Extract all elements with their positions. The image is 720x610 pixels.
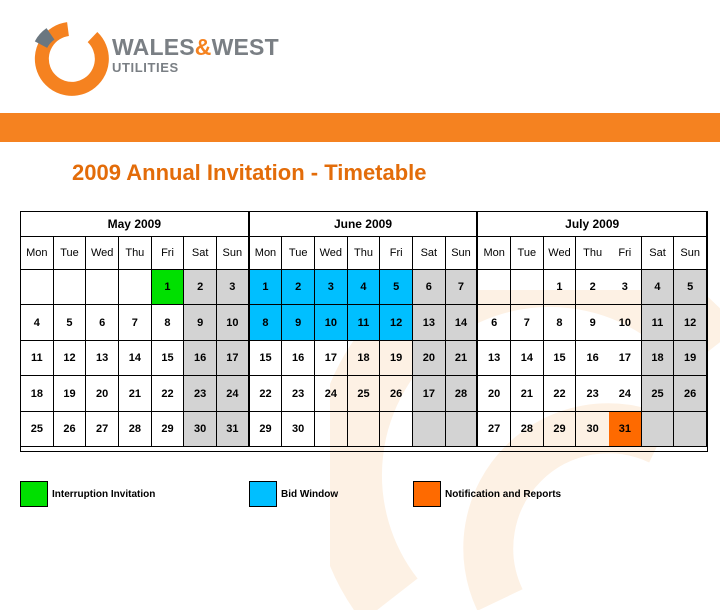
logo-icon xyxy=(30,16,110,96)
day-cell: 25 xyxy=(642,376,675,412)
day-cell: 17 xyxy=(315,341,348,376)
day-cell: 8 xyxy=(250,305,283,341)
day-name-header: Sat xyxy=(413,237,446,270)
day-cell: 26 xyxy=(380,376,413,412)
day-cell: 28 xyxy=(119,412,152,447)
day-cell xyxy=(478,270,511,305)
legend-item-notification xyxy=(413,480,561,508)
day-cell: 6 xyxy=(413,270,446,305)
month-header: July 2009 xyxy=(478,212,707,237)
day-cell: 14 xyxy=(119,341,152,376)
page-title: 2009 Annual Invitation - Timetable xyxy=(72,160,427,185)
legend-item-interruption xyxy=(20,480,155,508)
day-cell: 3 xyxy=(609,270,642,305)
day-cell: 10 xyxy=(315,305,348,341)
day-name-header: Thu xyxy=(119,237,152,270)
day-cell xyxy=(315,412,348,447)
day-cell: 29 xyxy=(544,412,577,447)
day-name-header: Mon xyxy=(478,237,511,270)
legend-swatch-green xyxy=(20,481,48,507)
day-cell: 1 xyxy=(544,270,577,305)
day-cell xyxy=(21,270,54,305)
day-name-header: Wed xyxy=(315,237,348,270)
day-cell: 23 xyxy=(282,376,315,412)
day-cell: 15 xyxy=(152,341,185,376)
day-name-header: Sat xyxy=(184,237,217,270)
day-cell: 30 xyxy=(282,412,315,447)
day-cell xyxy=(348,412,381,447)
day-cell: 20 xyxy=(478,376,511,412)
day-name-header: Sun xyxy=(446,237,479,270)
day-name-header: Tue xyxy=(282,237,315,270)
day-cell: 3 xyxy=(217,270,250,305)
day-cell: 21 xyxy=(511,376,544,412)
day-cell: 18 xyxy=(21,376,54,412)
day-cell: 8 xyxy=(544,305,577,341)
day-cell: 16 xyxy=(184,341,217,376)
day-name-header: Tue xyxy=(511,237,544,270)
day-cell: 24 xyxy=(217,376,250,412)
day-cell: 2 xyxy=(576,270,609,305)
legend-swatch-orange xyxy=(413,481,441,507)
day-cell xyxy=(86,270,119,305)
day-cell: 31 xyxy=(217,412,250,447)
day-cell: 26 xyxy=(674,376,707,412)
day-cell xyxy=(119,270,152,305)
day-cell: 1 xyxy=(152,270,185,305)
brand-name-part2: WEST xyxy=(211,34,279,60)
day-name-header: Mon xyxy=(21,237,54,270)
day-name-header: Fri xyxy=(152,237,185,270)
day-cell: 13 xyxy=(478,341,511,376)
day-cell: 16 xyxy=(282,341,315,376)
day-cell: 23 xyxy=(184,376,217,412)
day-cell: 7 xyxy=(511,305,544,341)
day-cell: 6 xyxy=(86,305,119,341)
day-cell: 13 xyxy=(86,341,119,376)
day-cell: 25 xyxy=(21,412,54,447)
day-cell: 2 xyxy=(282,270,315,305)
day-cell: 19 xyxy=(380,341,413,376)
day-cell: 7 xyxy=(119,305,152,341)
day-cell xyxy=(380,412,413,447)
day-cell: 24 xyxy=(609,376,642,412)
day-cell: 20 xyxy=(413,341,446,376)
day-name-header: Fri xyxy=(609,237,642,270)
day-cell: 7 xyxy=(446,270,479,305)
day-name-header: Wed xyxy=(86,237,119,270)
day-cell: 14 xyxy=(511,341,544,376)
day-cell: 11 xyxy=(642,305,675,341)
legend-swatch-blue xyxy=(249,481,277,507)
day-name-header: Sun xyxy=(674,237,707,270)
day-cell: 19 xyxy=(54,376,87,412)
day-cell: 5 xyxy=(54,305,87,341)
day-cell xyxy=(446,412,479,447)
day-name-header: Mon xyxy=(250,237,283,270)
day-cell: 31 xyxy=(609,412,642,447)
day-name-header: Thu xyxy=(348,237,381,270)
day-cell xyxy=(511,270,544,305)
day-cell: 28 xyxy=(446,376,479,412)
day-cell: 21 xyxy=(119,376,152,412)
day-cell: 27 xyxy=(86,412,119,447)
day-name-header: Fri xyxy=(380,237,413,270)
day-cell: 8 xyxy=(152,305,185,341)
timetable-calendar xyxy=(20,211,708,452)
day-cell: 4 xyxy=(642,270,675,305)
day-cell: 23 xyxy=(576,376,609,412)
legend-label: Notification and Reports xyxy=(445,488,562,500)
day-cell xyxy=(642,412,675,447)
day-cell xyxy=(413,412,446,447)
brand-name-part1: WALES xyxy=(112,34,195,60)
day-cell: 9 xyxy=(576,305,609,341)
day-cell xyxy=(674,412,707,447)
day-cell: 20 xyxy=(86,376,119,412)
day-cell: 21 xyxy=(446,341,479,376)
day-cell: 16 xyxy=(576,341,609,376)
day-cell: 12 xyxy=(380,305,413,341)
orange-header-band xyxy=(0,113,720,142)
month-header: May 2009 xyxy=(21,212,250,237)
day-cell: 29 xyxy=(152,412,185,447)
day-cell: 11 xyxy=(348,305,381,341)
legend-label: Interruption Invitation xyxy=(52,488,156,500)
day-cell xyxy=(54,270,87,305)
day-cell: 10 xyxy=(609,305,642,341)
brand-subtitle: UTILITIES xyxy=(112,60,179,75)
day-cell: 1 xyxy=(250,270,283,305)
day-cell: 12 xyxy=(674,305,707,341)
day-cell: 15 xyxy=(544,341,577,376)
day-cell: 5 xyxy=(674,270,707,305)
day-cell: 19 xyxy=(674,341,707,376)
day-cell: 17 xyxy=(413,376,446,412)
day-cell: 24 xyxy=(315,376,348,412)
day-cell: 13 xyxy=(413,305,446,341)
day-name-header: Wed xyxy=(544,237,577,270)
day-name-header: Sat xyxy=(642,237,675,270)
brand-ampersand: & xyxy=(194,34,212,60)
day-cell: 18 xyxy=(348,341,381,376)
day-cell: 14 xyxy=(446,305,479,341)
day-cell: 27 xyxy=(478,412,511,447)
day-cell: 22 xyxy=(250,376,283,412)
legend-item-bid-window xyxy=(249,480,338,508)
brand-name xyxy=(112,36,279,59)
day-cell: 22 xyxy=(152,376,185,412)
day-cell: 30 xyxy=(576,412,609,447)
day-cell: 17 xyxy=(609,341,642,376)
day-cell: 10 xyxy=(217,305,250,341)
day-cell: 17 xyxy=(217,341,250,376)
day-cell: 25 xyxy=(348,376,381,412)
day-name-header: Tue xyxy=(54,237,87,270)
day-cell: 4 xyxy=(348,270,381,305)
day-cell: 9 xyxy=(282,305,315,341)
day-cell: 3 xyxy=(315,270,348,305)
legend-label: Bid Window xyxy=(281,488,339,500)
day-cell: 28 xyxy=(511,412,544,447)
day-name-header: Sun xyxy=(217,237,250,270)
day-cell: 4 xyxy=(21,305,54,341)
day-cell: 5 xyxy=(380,270,413,305)
day-cell: 18 xyxy=(642,341,675,376)
day-cell: 22 xyxy=(544,376,577,412)
day-cell: 9 xyxy=(184,305,217,341)
day-cell: 6 xyxy=(478,305,511,341)
day-cell: 15 xyxy=(250,341,283,376)
day-name-header: Thu xyxy=(576,237,609,270)
day-cell: 12 xyxy=(54,341,87,376)
day-cell: 11 xyxy=(21,341,54,376)
month-header: June 2009 xyxy=(250,212,479,237)
day-cell: 26 xyxy=(54,412,87,447)
day-cell: 30 xyxy=(184,412,217,447)
day-cell: 29 xyxy=(250,412,283,447)
day-cell: 2 xyxy=(184,270,217,305)
